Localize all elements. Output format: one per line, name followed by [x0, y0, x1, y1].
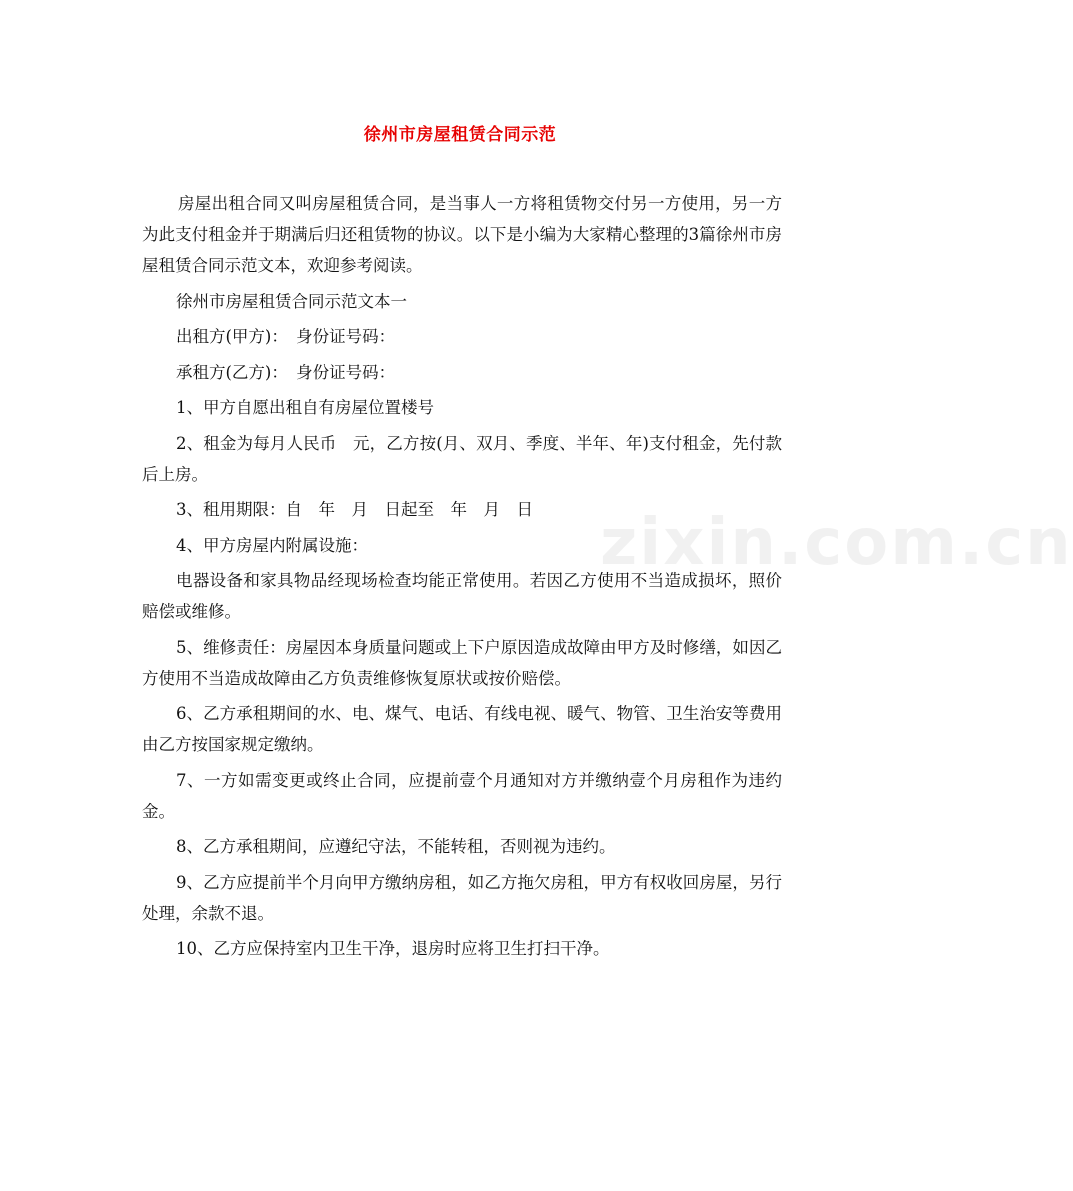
clause-5: 5、维修责任：房屋因本身质量问题或上下户原因造成故障由甲方及时修缮，如因乙方使用不当造成故障由乙方负责维修恢复原状或按价赔偿。	[142, 637, 782, 688]
document-body	[142, 188, 782, 969]
clause-7: 7、一方如需变更或终止合同，应提前壹个月通知对方并缴纳壹个月房租作为违约金。	[142, 770, 782, 821]
section-heading: 徐州市房屋租赁合同示范文本一	[176, 291, 407, 311]
clause-2: 2、租金为每月人民币 元，乙方按(月、双月、季度、半年、年)支付租金，先付款后上房。	[142, 433, 782, 484]
lessor-line: 出租方(甲方)： 身份证号码：	[176, 327, 396, 346]
clause-4: 4、甲方房屋内附属设施：	[176, 535, 368, 555]
lessee-line: 承租方(乙方)： 身份证号码：	[176, 362, 396, 382]
clause-1: 1、甲方自愿出租自有房屋位置楼号	[176, 398, 434, 417]
clause-3: 3、租用期限：自 年 月 日起至 年 月 日	[176, 500, 533, 519]
watermark: zixin.com.cn	[600, 506, 1073, 580]
clause-9: 9、乙方应提前半个月向甲方缴纳房租，如乙方拖欠房租，甲方有权收回房屋，另行处理，余款不退。	[142, 872, 782, 923]
clause-10: 10、乙方应保持室内卫生干净，退房时应将卫生打扫干净。	[176, 939, 610, 958]
intro-paragraph: 房屋出租合同又叫房屋租赁合同，是当事人一方将租赁物交付另一方使用，另一方为此支付租金并于期满后归还租赁物的协议。以下是小编为大家精心整理的3篇徐州市房屋租赁合同示范文本，欢迎参考阅读。	[142, 194, 782, 275]
clause-8: 8、乙方承租期间，应遵纪守法，不能转租，否则视为违约。	[176, 837, 616, 856]
document-title: 徐州市房屋租赁合同示范	[363, 125, 557, 145]
clause-4-detail: 电器设备和家具物品经现场检查均能正常使用。若因乙方使用不当造成损坏，照价赔偿或维修。	[142, 571, 782, 621]
clause-6: 6、乙方承租期间的水、电、煤气、电话、有线电视、暖气、物管、卫生治安等费用由乙方按国家规定缴纳。	[142, 704, 782, 754]
